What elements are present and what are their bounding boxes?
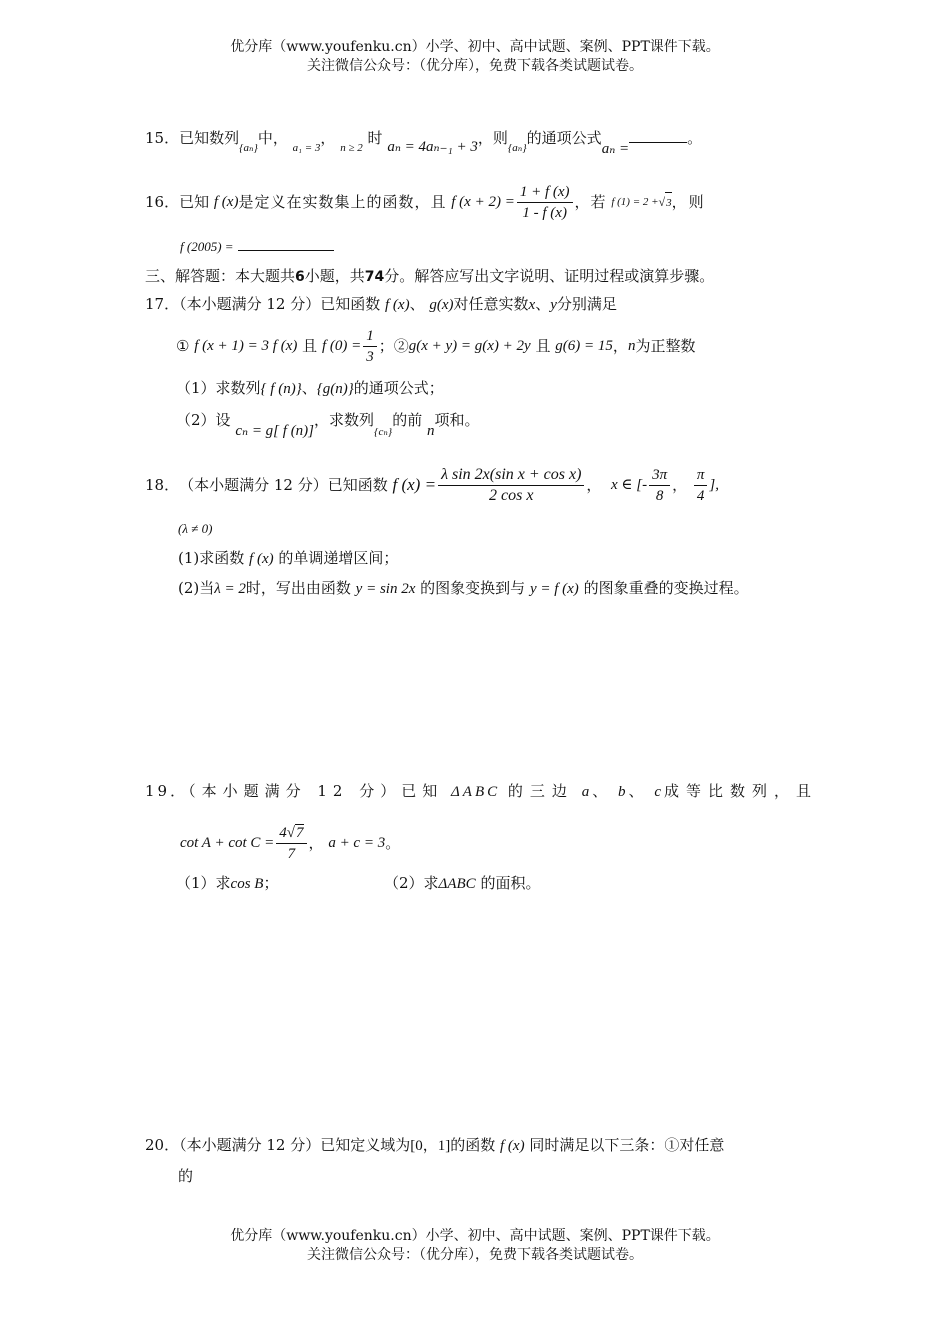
- q18-frac-den: 2 cos x: [489, 486, 534, 504]
- q15-cond-a1: a₁ = 3: [292, 142, 321, 154]
- q17-frac-num: 1: [363, 327, 377, 347]
- question-15: [145, 128, 703, 157]
- q17-p2-text-3: 的前: [392, 411, 423, 429]
- q17-eq-1: f (x + 1) = 3 f (x): [194, 338, 298, 354]
- q18-fraction: [438, 466, 584, 505]
- q17-text-7: ，: [612, 337, 628, 355]
- q17-text-5: ；②: [378, 337, 409, 355]
- q17-text-8: 为正整数: [635, 337, 696, 355]
- q16-number: 16．: [145, 193, 180, 211]
- q20-text-4: 的: [178, 1167, 194, 1185]
- question-16: 16． 已知 f (x) 是定义在实数集上的函数，且 f (x + 2) = $\frac{1 + f (x)}{1 - f (x)}$ ，若 f (1) = 2 + √ 3 ，则: [145, 183, 706, 221]
- q19-text-5: 。: [385, 834, 401, 852]
- question-17: [145, 294, 617, 315]
- q17-number: 17．: [145, 295, 180, 313]
- q17-sep-2: 、: [535, 295, 551, 313]
- q17-text-6: 且: [535, 337, 551, 355]
- q17-part-2: [176, 410, 480, 439]
- q15-text-3: 时: [367, 129, 383, 147]
- q15-number: 15．: [145, 129, 180, 147]
- q19-frac-sqrt: 7: [296, 824, 304, 841]
- question-18: [145, 463, 719, 507]
- q19-p1-text: （1）求: [176, 874, 231, 892]
- question-20: [145, 1135, 724, 1156]
- sec3-text-c: 分。解答应写出文字说明、证明过程或演算步骤。: [384, 267, 715, 285]
- q17-p2-text-2: ，求数列: [314, 411, 375, 429]
- q18-p1-fx: f (x): [249, 551, 274, 567]
- q20-text: （本小题满分 12 分）已知定义域为: [179, 1136, 411, 1154]
- q17-circle-1: ①: [176, 337, 190, 355]
- q20-text-2: 的函数: [450, 1136, 496, 1154]
- q15-sep: ，: [320, 129, 336, 147]
- q19-frac-den: 7: [287, 845, 296, 862]
- q15-end: 。: [687, 129, 703, 147]
- q17-frac-den: 3: [366, 348, 374, 365]
- q19-sep-1: 、: [592, 782, 611, 800]
- sec3-text-a: 三、解答题：本大题共: [145, 267, 296, 285]
- q18-part-2: [178, 578, 749, 599]
- q19-text-4: ，: [308, 834, 324, 852]
- q16-lhs: f (x + 2) =: [451, 194, 515, 210]
- q18-frac-num: λ sin 2x(sin x + cos x): [438, 466, 584, 486]
- q17-p1-seq-f: { f (n)}: [260, 381, 302, 397]
- q19-triangle: ΔABC: [451, 784, 501, 800]
- header-line-1: 优分库（www.youfenku.cn）小学、初中、高中试题、案例、PPT课件下载。: [230, 39, 720, 55]
- q17-p1-text-2: 的通项公式；: [353, 379, 444, 397]
- q15-recurrence: aₙ = 4aₙ₋₁ + 3: [387, 139, 478, 155]
- q19-fraction: $\frac{4√7}{7}$: [276, 824, 306, 863]
- sec3-text-b: 小题，共: [304, 267, 365, 285]
- q16-text-4: ，则: [671, 193, 706, 211]
- q17-p2-seq: {cₙ}: [374, 426, 393, 438]
- q19-text-3: 成等比数列，且: [663, 782, 818, 800]
- q17-p1-sep: 、: [301, 379, 317, 397]
- q18-domain-right: [694, 466, 708, 505]
- q15-text-5: 的通项公式: [526, 129, 602, 147]
- sec3-count: 6: [295, 269, 305, 285]
- q16-fx: f (x): [213, 194, 239, 210]
- q18-text-3: ，: [672, 476, 688, 494]
- q19-sep-2: 、: [628, 782, 647, 800]
- q20-continued: [178, 1166, 193, 1186]
- q17-p2-text: （2）设: [176, 411, 231, 429]
- q16-fraction: [517, 183, 573, 222]
- q17-p2-n: n: [426, 423, 435, 439]
- q18-lambda-cond: (λ ≠ 0): [178, 521, 213, 536]
- q18-text-4: ],: [709, 477, 719, 493]
- q18-p2-text-4: 的图象重叠的变换过程。: [583, 579, 749, 597]
- q18-p2-sin2x: y = sin 2x: [355, 581, 416, 597]
- q19-frac-num: 4: [279, 824, 287, 841]
- q17-eq-2: f (0) =: [321, 338, 362, 354]
- question-19: [145, 781, 818, 802]
- q19-part-1: [176, 873, 278, 894]
- q17-p2-text-4: 项和。: [434, 411, 480, 429]
- q17-n: n: [627, 338, 636, 354]
- q18-p2-text: (2)当: [178, 579, 215, 597]
- q20-text-3: 同时满足以下三条：①对任意: [529, 1136, 725, 1154]
- q18-p2-text-2: 时，写出由函数: [245, 579, 351, 597]
- q15-text-4: ，则: [477, 129, 508, 147]
- q19-conditions: [180, 821, 400, 865]
- q17-y: y: [550, 297, 557, 313]
- q17-eq-4: g(6) = 15: [555, 338, 613, 354]
- q19-p2-triangle: ΔABC: [438, 876, 476, 892]
- q19-text: （本小题满分 12 分）已知: [188, 782, 444, 800]
- section-3-heading: [145, 266, 714, 287]
- q18-p2-fx: y = f (x): [529, 581, 579, 597]
- q17-text-3: 分别满足: [556, 295, 617, 313]
- q17-conditions: [176, 326, 695, 366]
- q18-condition: [178, 518, 212, 539]
- q19-b: b: [618, 784, 629, 800]
- q15-text-2: 中，: [257, 129, 288, 147]
- q19-p1-text-2: ；: [263, 874, 279, 892]
- q16-text-2: 是定义在实数集上的函数，且: [238, 193, 447, 211]
- q17-p1-text: （1）求数列: [176, 379, 261, 397]
- q17-p2-def: cₙ = g[ f (n)]: [235, 423, 315, 439]
- q18-domain-left: [649, 466, 670, 505]
- q16-frac-num: 1 + f (x): [517, 183, 573, 203]
- q15-answer-label: aₙ =: [601, 141, 630, 157]
- q16-answer-blank[interactable]: [238, 250, 334, 251]
- q19-p1-cosb: cos B: [230, 876, 264, 892]
- q15-answer-blank[interactable]: [629, 142, 687, 143]
- q16-frac-den: 1 - f (x): [522, 204, 567, 221]
- q19-sum-eq: a + c = 3: [328, 835, 386, 851]
- q20-domain: [0，1]: [410, 1138, 451, 1154]
- sec3-score: 74: [364, 269, 385, 285]
- q16-text: 已知: [179, 193, 210, 211]
- header-line-2: 关注微信公众号：（优分库），免费下载各类试题试卷。: [307, 58, 643, 74]
- q18-text-2: ，: [586, 476, 602, 494]
- q15-text: 已知数列: [179, 129, 240, 147]
- q17-fraction: [363, 327, 377, 366]
- q18-lhs: f (x) =: [392, 475, 437, 494]
- q17-text-2: 对任意实数: [453, 295, 529, 313]
- q18-p1-text: (1)求函数: [178, 549, 245, 567]
- q18-part-1: [178, 548, 398, 569]
- q18-d1-den: 8: [655, 487, 664, 504]
- q18-p1-text-2: 的单调递增区间；: [278, 549, 399, 567]
- footer-line-1: 优分库（www.youfenku.cn）小学、初中、高中试题、案例、PPT课件下载。: [230, 1228, 720, 1244]
- q16-condition: f (1) = 2 +: [611, 196, 659, 208]
- q17-p1-seq-g: {g(n)}: [316, 381, 354, 397]
- q17-text: （本小题满分 12 分）已知函数: [179, 295, 381, 313]
- q17-sep: 、: [409, 295, 425, 313]
- q15-cond-n: n ≥ 2: [340, 142, 363, 154]
- q19-part-2: [384, 873, 540, 894]
- q17-gx: g(x): [429, 297, 454, 313]
- q18-d1-num: 3π: [649, 466, 670, 486]
- q18-domain: x ∈ [-: [610, 477, 648, 493]
- q19-text-2: 的三边: [507, 782, 574, 800]
- q15-seq-2: {aₙ}: [507, 142, 527, 154]
- q18-d2-den: 4: [696, 487, 705, 504]
- q16-sqrt: 3: [665, 192, 672, 213]
- q19-cot-eq: cot A + cot C =: [180, 835, 275, 851]
- q19-p2-text: （2）求: [384, 874, 439, 892]
- q19-number: 19．: [145, 782, 189, 800]
- q16-text-3: ，若: [574, 193, 607, 211]
- q17-text-4: 且: [302, 337, 318, 355]
- q20-number: 20．: [145, 1136, 180, 1154]
- q19-c: c: [654, 784, 664, 800]
- q18-text: （本小题满分 12 分）已知函数: [179, 476, 388, 494]
- q19-p2-text-2: 的面积。: [480, 874, 541, 892]
- q17-x: x: [528, 297, 536, 313]
- q18-number: 18．: [145, 476, 180, 494]
- q17-fx: f (x): [385, 297, 410, 313]
- q20-fx: f (x): [500, 1138, 525, 1154]
- q19-a: a: [581, 784, 593, 800]
- q18-p2-text-3: 的图象变换到与: [420, 579, 526, 597]
- q15-seq: {aₙ}: [239, 142, 258, 154]
- q16-ask: f (2005) =: [180, 239, 234, 254]
- q18-d2-num: π: [694, 466, 708, 486]
- footer-line-2: 关注微信公众号：（优分库），免费下载各类试题试卷。: [307, 1247, 643, 1263]
- q16-answer-line: [180, 236, 334, 257]
- q18-p2-lambda: λ = 2: [214, 581, 246, 597]
- q17-eq-3: g(x + y) = g(x) + 2y: [408, 338, 531, 354]
- q17-part-1: [176, 378, 444, 399]
